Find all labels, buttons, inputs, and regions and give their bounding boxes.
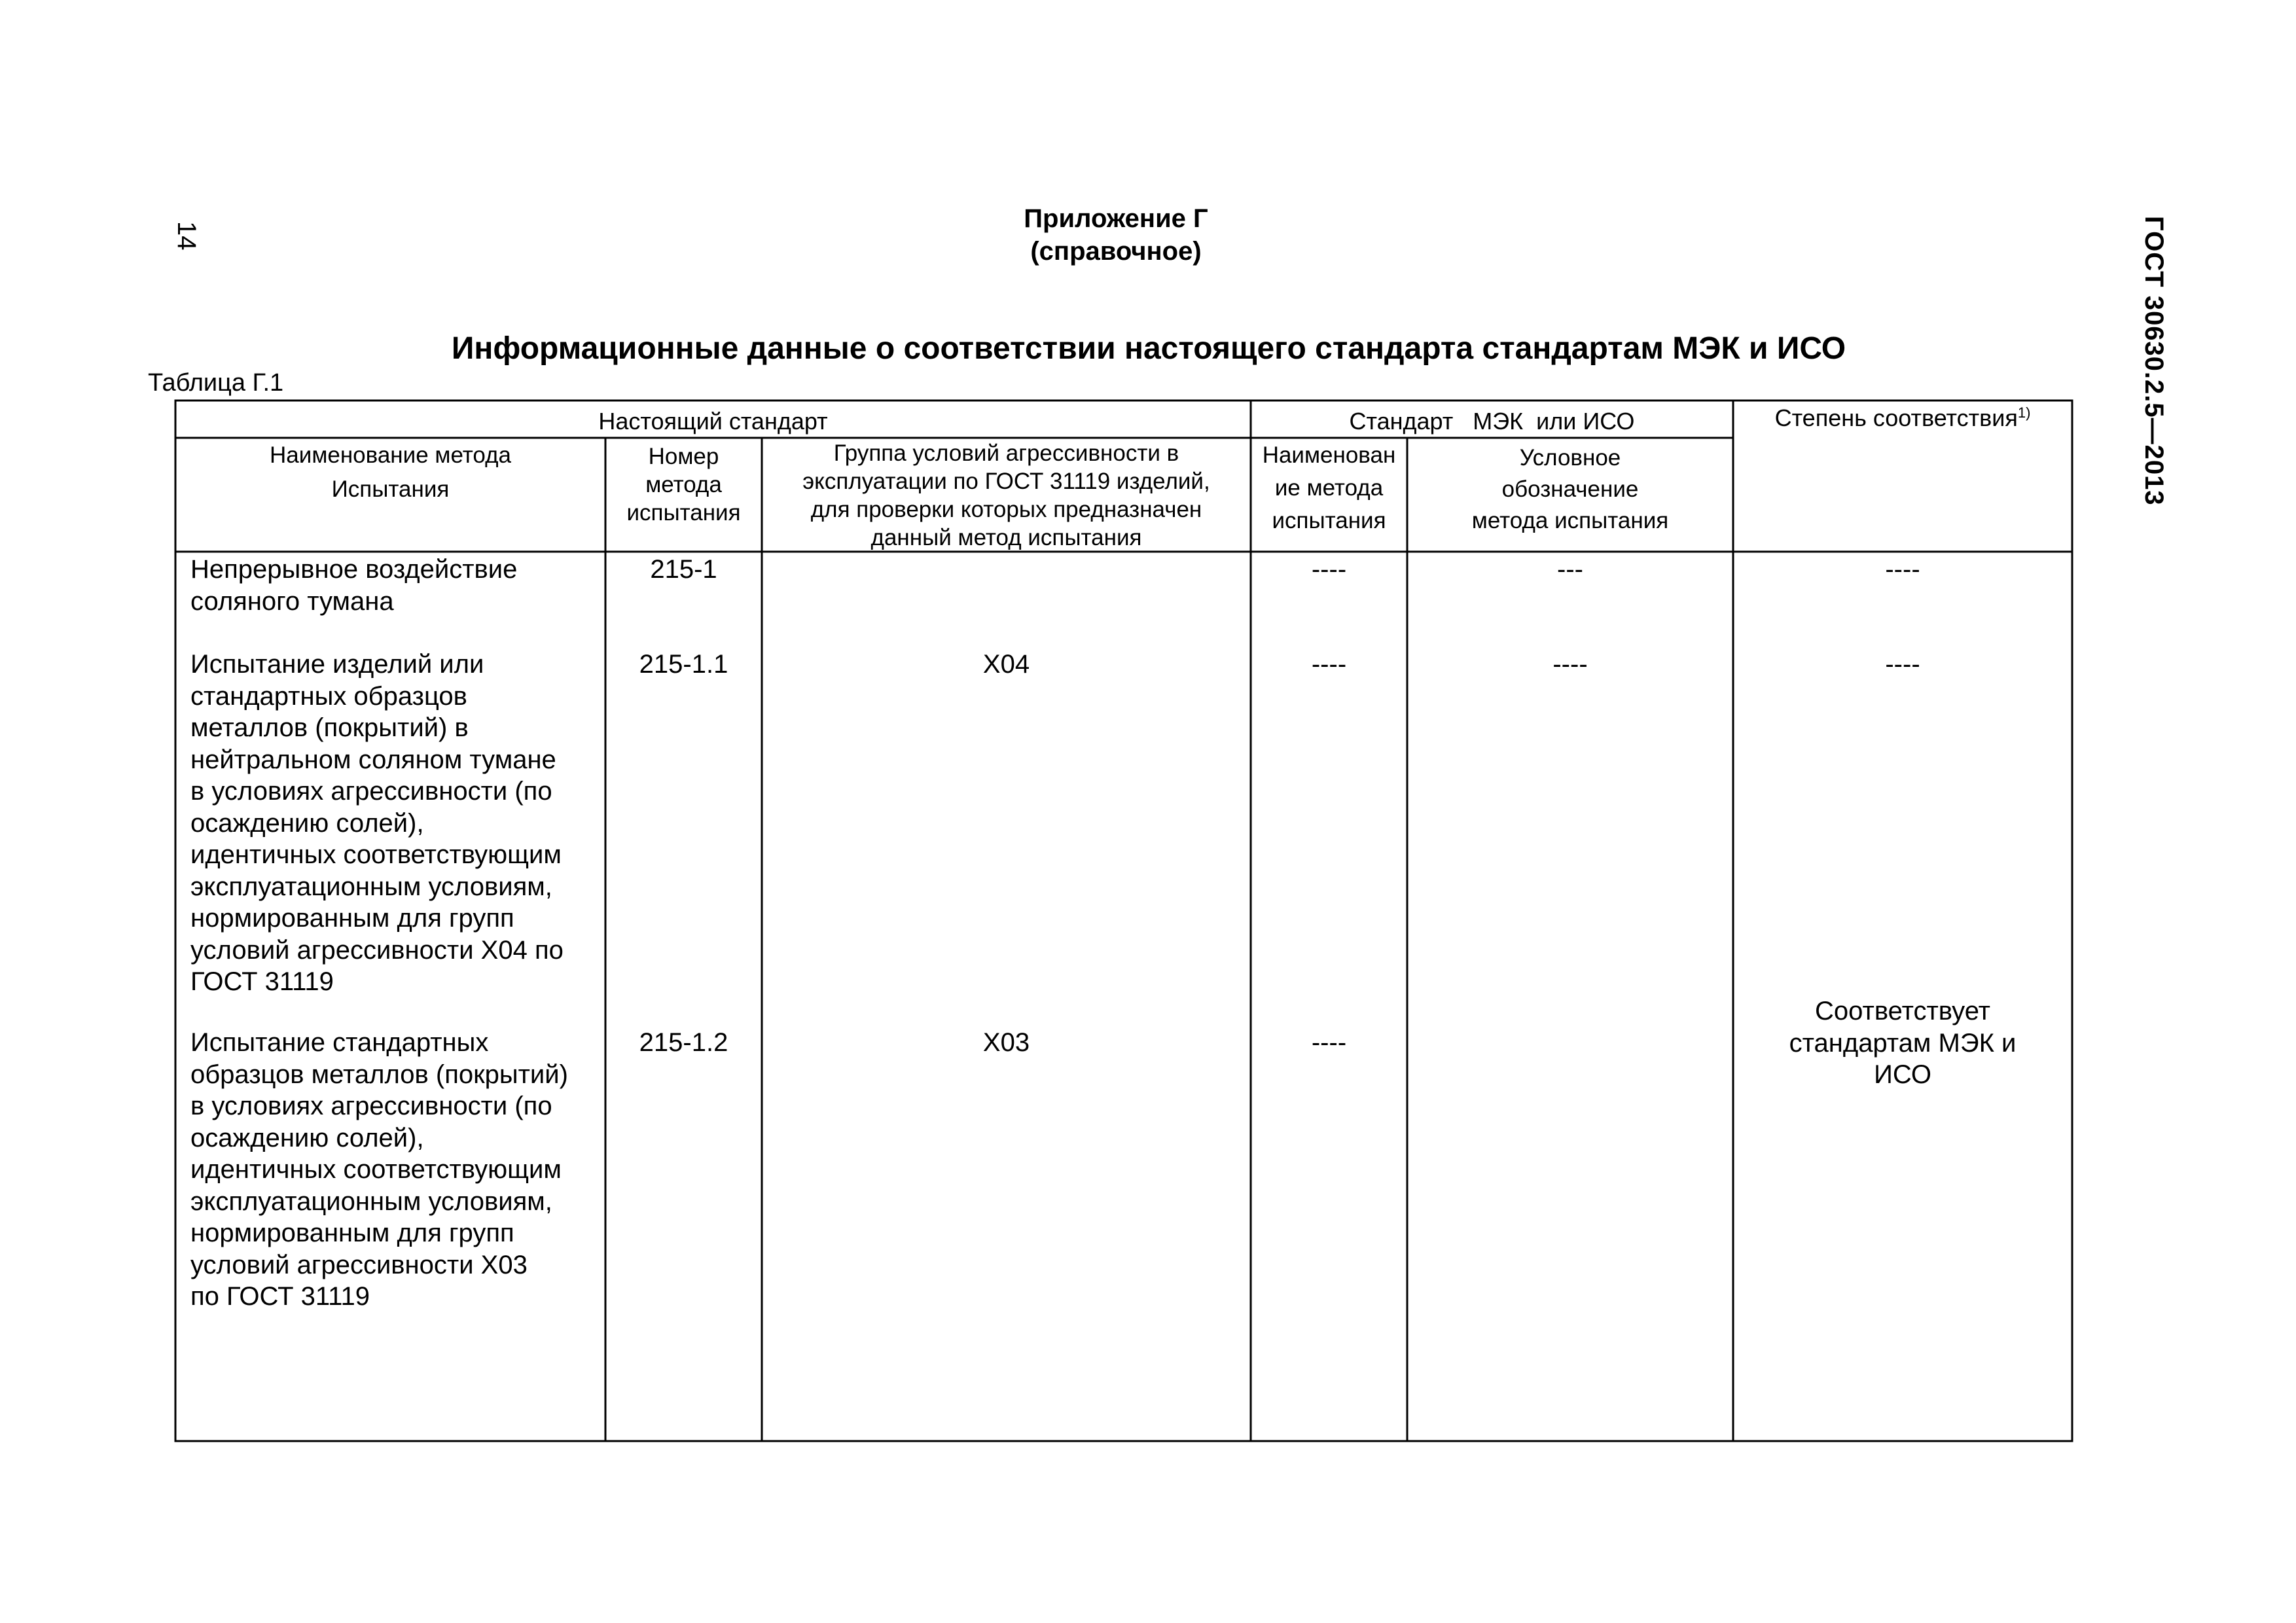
row-2-method-name [190, 649, 600, 998]
row-3-condition-group: Х03 [982, 1028, 1030, 1057]
row-3-degree [1733, 995, 2072, 1091]
text-line: условий агрессивности Х04 по [190, 935, 564, 965]
row-2-iec-designation: ---- [1552, 650, 1588, 679]
text-line: условий агрессивности Х03 [190, 1250, 528, 1279]
main-title: Информационные данные о соответствии настоящего стандарта стандартам МЭК и ИСО [451, 331, 1846, 366]
group-header-degree [1733, 404, 2072, 432]
degree-label: Степень соответствия [1774, 404, 2018, 431]
text-line: идентичных соответствующим [190, 1155, 562, 1184]
text-line: в условиях агрессивности (по [190, 1092, 552, 1120]
header-line: Условное [1519, 445, 1621, 471]
text-line: осаждению солей), [190, 808, 424, 838]
text-line: в условиях агрессивности (по [190, 777, 552, 806]
row-2-method-number: 215-1.1 [639, 650, 728, 679]
text-line: стандартам МЭК и [1789, 1028, 2017, 1058]
text-line: идентичных соответствующим [190, 840, 562, 869]
text-line: осаждению солей), [190, 1123, 424, 1152]
header-line: испытания [1272, 508, 1386, 533]
text-line: стандартных образцов [190, 681, 467, 711]
row-1-method-name [190, 554, 596, 617]
text-line: эксплуатационным условиям, [190, 1186, 552, 1216]
header-line: метода [645, 472, 722, 497]
row-1-degree: ---- [1885, 555, 1920, 584]
header-line: Наименование метода [270, 442, 511, 468]
text-line: соляного тумана [190, 586, 394, 616]
degree-footnote-mark: 1) [2017, 404, 2031, 421]
text-line: Испытание изделий или [190, 650, 484, 679]
text-line: ГОСТ 31119 [190, 967, 334, 996]
text-line: образцов металлов (покрытий) [190, 1060, 568, 1089]
text-line: по ГОСТ 31119 [190, 1282, 370, 1311]
text-line: Испытание стандартных [190, 1028, 489, 1057]
col-header-iec-designation [1407, 442, 1733, 537]
header-line: ие метода [1274, 475, 1384, 501]
row-2-condition-group: Х04 [982, 650, 1030, 679]
col-header-condition-group [762, 439, 1251, 552]
table-label: Таблица Г.1 [148, 369, 284, 397]
appendix-subtitle: (справочное) [1030, 237, 1202, 266]
text-line: эксплуатационным условиям, [190, 872, 552, 901]
row-1-method-number: 215-1 [650, 555, 717, 584]
document-code: ГОСТ 30630.2.5—2013 [2140, 216, 2168, 506]
text-line: Непрерывное воздействие [190, 555, 518, 584]
header-line: Группа условий агрессивности в [833, 440, 1179, 466]
appendix-title: Приложение Г [1024, 204, 1208, 233]
header-line: эксплуатации по ГОСТ 31119 изделий, [802, 469, 1210, 494]
row-1-iec-method-name: ---- [1311, 555, 1347, 584]
text-line: нормированным для групп [190, 904, 514, 933]
header-line: Наименован [1262, 442, 1396, 468]
header-line: испытания [626, 500, 741, 526]
text-line: Соответствует [1815, 997, 1990, 1026]
header-line: для проверки которых предназначен [810, 497, 1202, 522]
text-line: металлов (покрытий) в [190, 713, 469, 742]
row-3-method-name [190, 1027, 600, 1313]
col-header-iec-method-name [1251, 439, 1407, 537]
page-number: 14 [172, 221, 201, 251]
header-line: обозначение [1501, 476, 1639, 502]
text-line: нейтральном соляном тумане [190, 745, 556, 774]
row-3-method-number: 215-1.2 [639, 1028, 728, 1057]
group-header-iec-iso: Стандарт МЭК или ИСО [1349, 408, 1635, 435]
row-2-iec-method-name: ---- [1311, 650, 1347, 679]
header-line: Номер [648, 444, 719, 469]
col-header-method-number [605, 442, 762, 527]
row-2-degree: ---- [1885, 650, 1920, 679]
row-1-iec-designation: --- [1557, 555, 1583, 584]
col-header-method-name [175, 438, 605, 507]
header-line: данный метод испытания [870, 525, 1142, 550]
text-line: ИСО [1874, 1060, 1931, 1089]
text-line: нормированным для групп [190, 1219, 514, 1247]
group-header-present-standard: Настоящий стандарт [598, 408, 828, 435]
header-line: Испытания [331, 476, 450, 502]
header-line: метода испытания [1471, 508, 1669, 533]
row-3-iec-method-name: ---- [1311, 1028, 1347, 1057]
